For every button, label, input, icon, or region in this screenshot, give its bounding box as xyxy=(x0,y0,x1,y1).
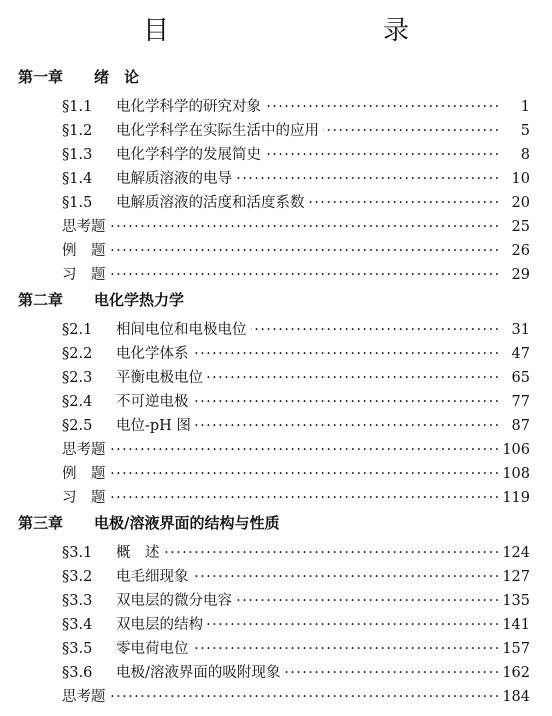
page-number: 25 xyxy=(501,216,530,238)
section-number: §3.1 xyxy=(62,545,93,561)
section-title: 电位-pH 图 xyxy=(116,415,195,437)
chapter-title: 电极/溶液界面的结构与性质 xyxy=(94,514,280,532)
page-number: 5 xyxy=(501,120,530,142)
toc-entry xyxy=(0,662,552,684)
toc-entry xyxy=(0,614,552,636)
chapter-label: 第一章 xyxy=(18,68,64,86)
page-number: 157 xyxy=(499,638,530,660)
page-number: 29 xyxy=(501,264,530,286)
section-number: §1.5 xyxy=(62,195,93,211)
section-number: §3.3 xyxy=(62,593,93,609)
section-title: 相间电位和电极电位 xyxy=(116,319,251,341)
section-title: 双电层的结构 xyxy=(116,614,207,636)
section-title: 电解质溶液的活度和活度系数 xyxy=(116,192,309,214)
section-title: 平衡电极电位 xyxy=(116,367,207,389)
toc-entry xyxy=(0,240,552,262)
page-number: 141 xyxy=(499,614,530,636)
toc-entry xyxy=(0,144,552,166)
section-number: §2.1 xyxy=(62,322,93,338)
toc-entry xyxy=(0,638,552,660)
section-title: 例 题 xyxy=(62,240,110,262)
dot-leader xyxy=(116,542,522,564)
toc-entry xyxy=(0,367,552,389)
page-number: 10 xyxy=(501,168,530,190)
toc-entry xyxy=(0,463,552,485)
toc-entry xyxy=(0,542,552,564)
toc-entry xyxy=(0,686,552,708)
section-number: §1.1 xyxy=(62,99,93,115)
dot-leader xyxy=(62,487,522,509)
section-number: §3.5 xyxy=(62,641,93,657)
section-number: §2.3 xyxy=(62,370,93,386)
page-number: 135 xyxy=(499,590,530,612)
page-number: 119 xyxy=(499,487,530,509)
toc-entry xyxy=(0,264,552,286)
section-title: 思考题 xyxy=(62,216,110,238)
page-number: 65 xyxy=(501,367,530,389)
toc-entry xyxy=(0,343,552,365)
dot-leader xyxy=(62,216,522,238)
chapter-heading xyxy=(0,289,552,311)
section-title: 零电荷电位 xyxy=(116,638,193,660)
chapter-label: 第三章 xyxy=(18,514,64,532)
section-title: 习 题 xyxy=(62,487,110,509)
chapter-title: 电化学热力学 xyxy=(94,291,185,309)
chapter-heading xyxy=(0,66,552,88)
toc-entry xyxy=(0,192,552,214)
page-number: 20 xyxy=(501,192,530,214)
toc-entry xyxy=(0,319,552,341)
dot-leader xyxy=(62,686,522,708)
toc-entry xyxy=(0,439,552,461)
dot-leader xyxy=(62,463,522,485)
section-title: 电毛细现象 xyxy=(116,566,193,588)
section-title: 思考题 xyxy=(62,686,110,708)
page-number: 124 xyxy=(499,542,530,564)
toc-entry xyxy=(0,168,552,190)
section-title: 不可逆电极 xyxy=(116,391,193,413)
page-number: 106 xyxy=(499,439,530,461)
section-number: §1.4 xyxy=(62,171,93,187)
toc-title: 目 录 xyxy=(142,16,463,46)
section-title: 思考题 xyxy=(62,439,110,461)
chapter-heading xyxy=(0,512,552,534)
section-title: 习 题 xyxy=(62,264,110,286)
section-number: §1.2 xyxy=(62,123,93,139)
toc-entry xyxy=(0,415,552,437)
section-number: §2.2 xyxy=(62,346,93,362)
chapter-label: 第二章 xyxy=(18,291,64,309)
section-title: 电化学科学的发展简史 xyxy=(116,144,265,166)
dot-leader xyxy=(62,240,522,262)
toc-entry xyxy=(0,566,552,588)
toc-entry xyxy=(0,96,552,118)
page-number: 162 xyxy=(499,662,530,684)
toc-entry xyxy=(0,590,552,612)
page-number: 184 xyxy=(499,686,530,708)
section-title: 电化学体系 xyxy=(116,343,193,365)
section-number: §2.4 xyxy=(62,394,93,410)
section-title: 电化学科学在实际生活中的应用 xyxy=(116,120,323,142)
section-title: 电化学科学的研究对象 xyxy=(116,96,265,118)
section-number: §2.5 xyxy=(62,418,93,434)
section-number: §3.2 xyxy=(62,569,93,585)
page-number: 1 xyxy=(501,96,530,118)
page-number: 8 xyxy=(501,144,530,166)
section-title: 电解质溶液的电导 xyxy=(116,168,236,190)
page-number: 47 xyxy=(501,343,530,365)
section-number: §1.3 xyxy=(62,147,93,163)
section-number: §3.6 xyxy=(62,665,93,681)
page-number: 31 xyxy=(501,319,530,341)
dot-leader xyxy=(62,264,522,286)
page-number: 108 xyxy=(499,463,530,485)
section-title: 双电层的微分电容 xyxy=(116,590,236,612)
section-number: §3.4 xyxy=(62,617,93,633)
toc-entry xyxy=(0,391,552,413)
section-title: 概 述 xyxy=(116,542,164,564)
page-number: 87 xyxy=(501,415,530,437)
toc-entry xyxy=(0,120,552,142)
page-number: 77 xyxy=(501,391,530,413)
page-number: 26 xyxy=(501,240,530,262)
section-title: 电极/溶液界面的吸附现象 xyxy=(116,662,284,684)
dot-leader xyxy=(62,439,522,461)
toc-entry xyxy=(0,216,552,238)
chapter-title: 绪 论 xyxy=(94,68,140,86)
toc-entry xyxy=(0,487,552,509)
page-number: 127 xyxy=(499,566,530,588)
section-title: 例 题 xyxy=(62,463,110,485)
